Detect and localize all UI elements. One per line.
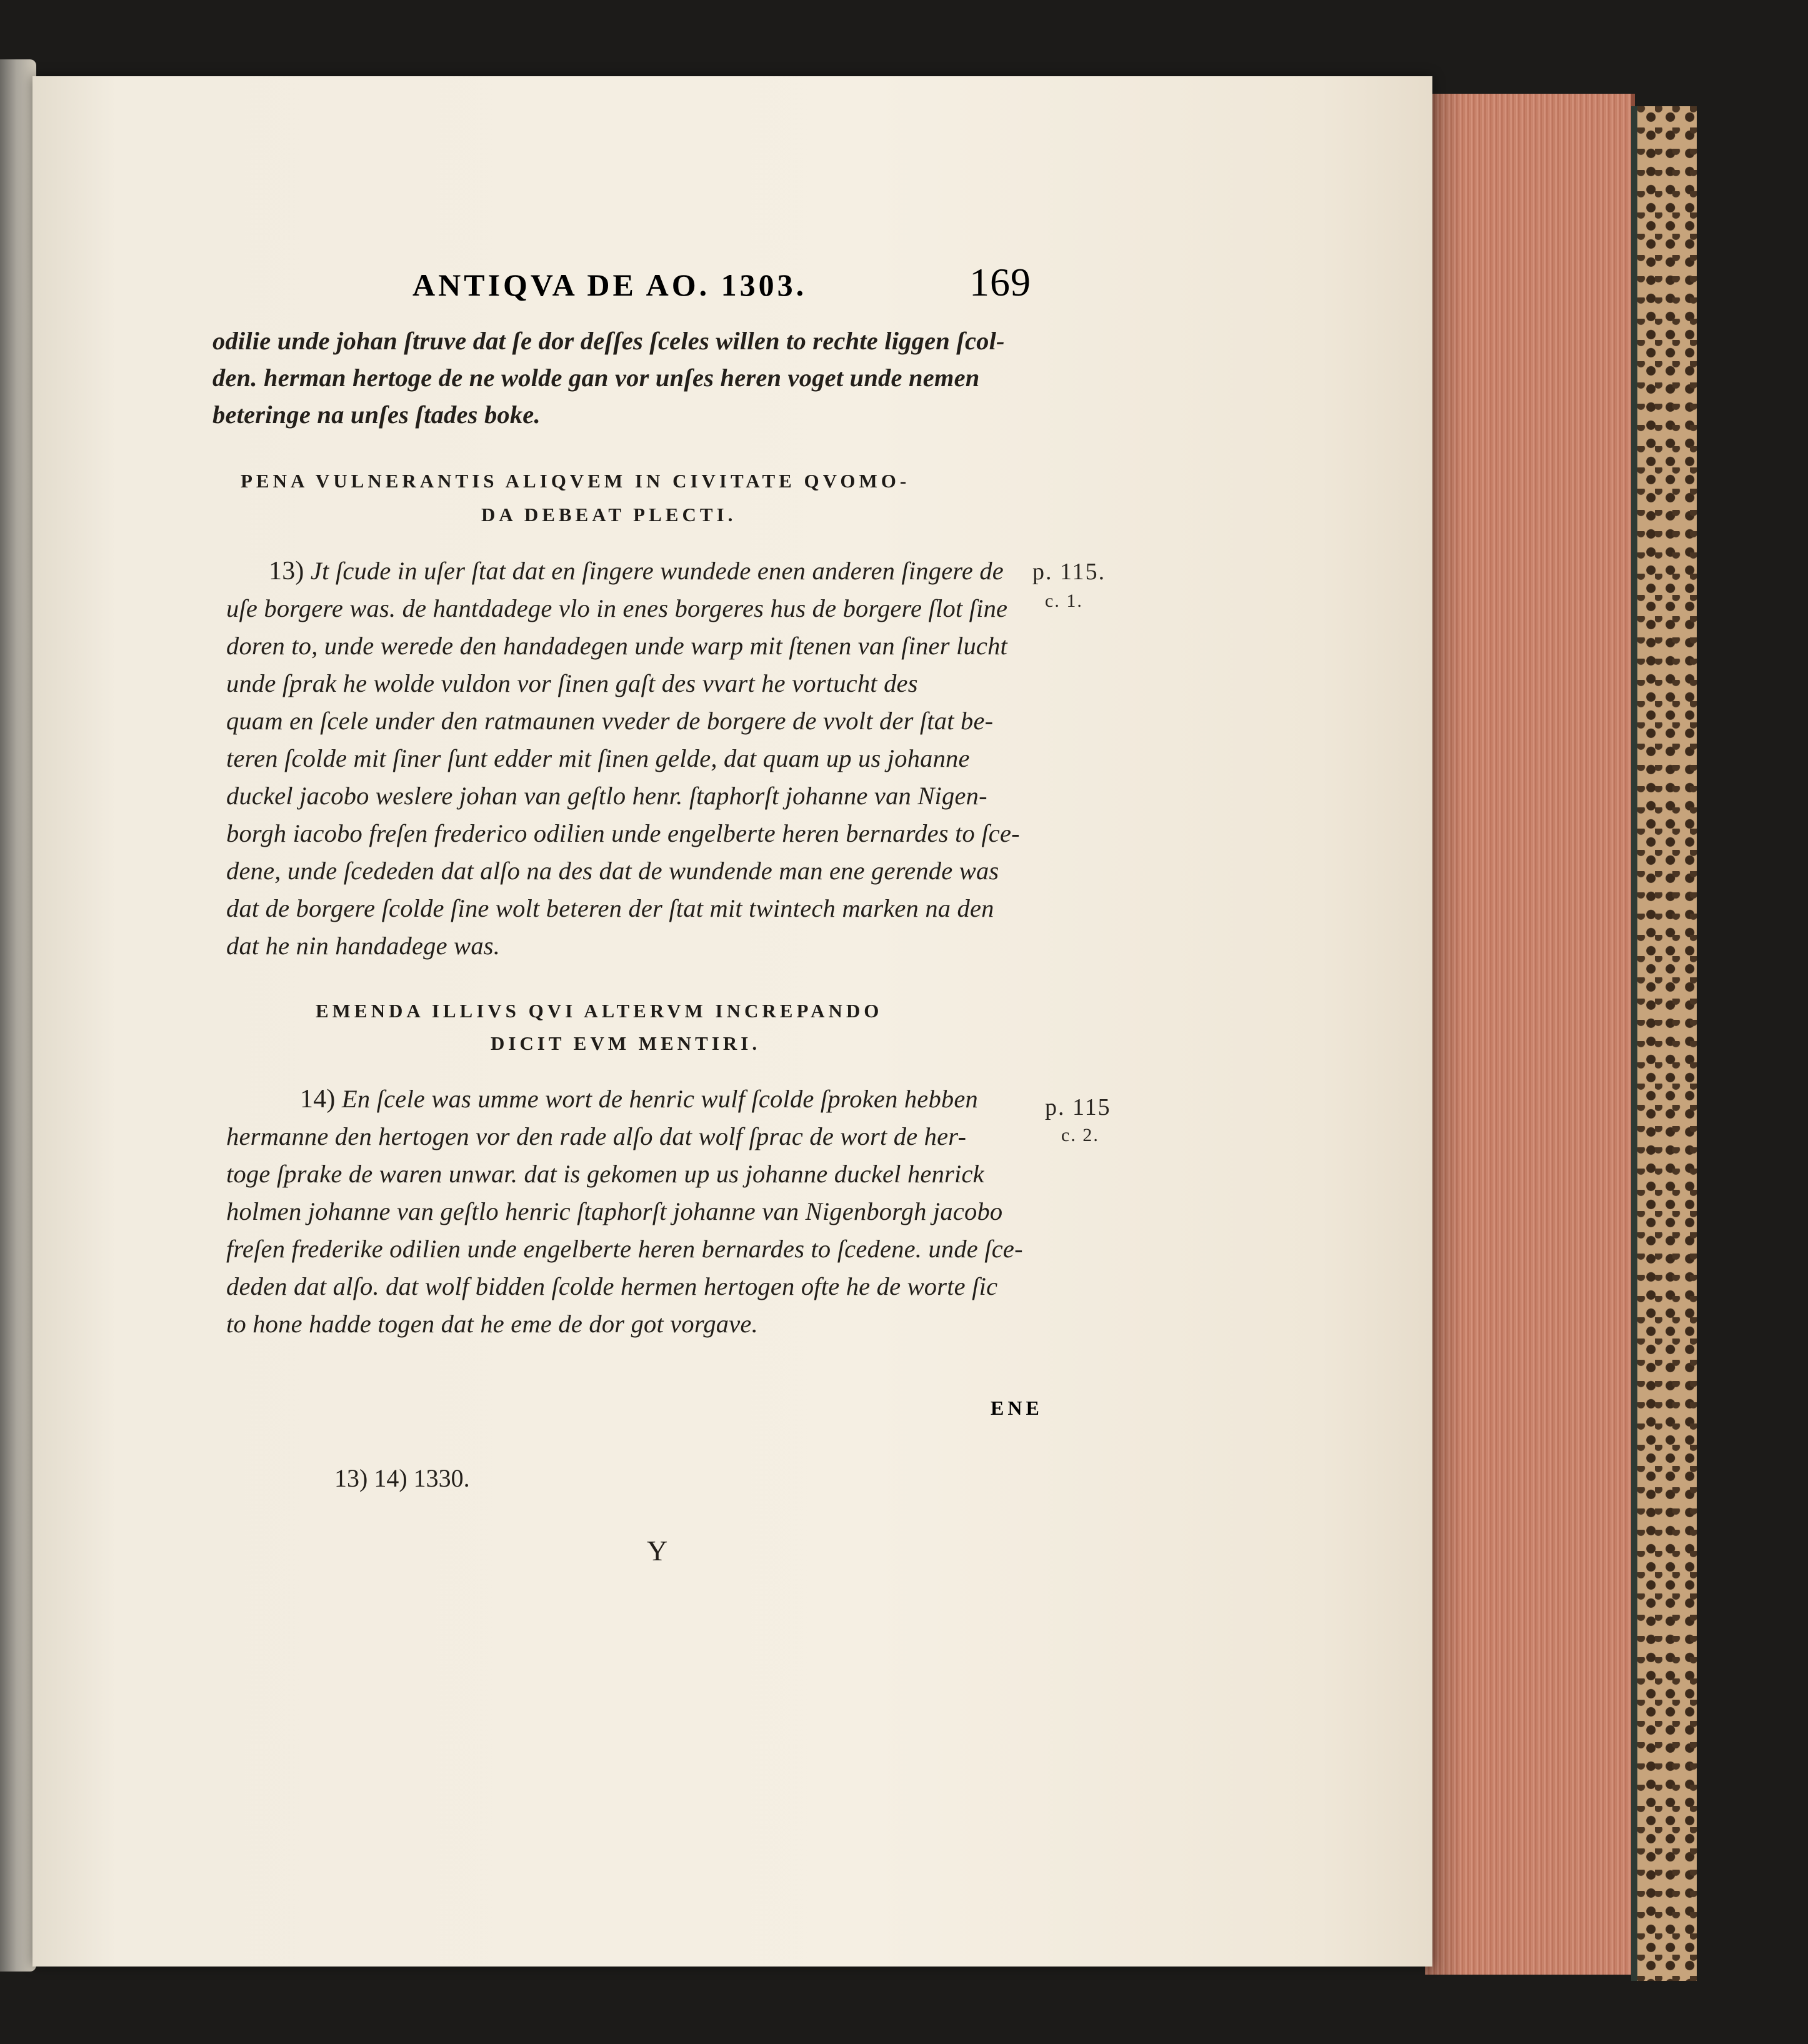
para-13-line-4: unde ſprak he wolde vuldon vor ſinen gaſt des vvart he vortucht des: [226, 669, 918, 697]
para-13-margin-page: p. 115.: [1032, 559, 1106, 585]
para-13-line-5: quam en ſcele under den ratmaunen vveder de borgere de vvolt der ſtat be-: [226, 707, 994, 735]
section-heading-2-line-1: EMENDA ILLIVS QVI ALTERVM INCREPANDO: [316, 1000, 883, 1022]
section-heading-1-line-1: PENA VULNERANTIS ALIQVEM IN CIVITATE QVOMO-: [241, 470, 911, 492]
catchword: ENE: [991, 1397, 1043, 1419]
para-13-line-7: duckel jacobo weslere johan van geſtlo henr. ſtaphorſt johanne van Nigen-: [226, 782, 987, 810]
marbled-cover-edge: [1631, 106, 1697, 1981]
signature-mark: Y: [647, 1535, 668, 1567]
para-14-line-3: toge ſprake de waren unwar. dat is gekomen up us johanne duckel henrick: [226, 1160, 984, 1188]
page-block-fore-edge: [1425, 94, 1635, 1975]
para-14-line-7: to hone hadde togen dat he eme de dor got vorgave.: [226, 1310, 758, 1338]
para-13-margin-chapter: c. 1.: [1045, 591, 1083, 611]
para-14-line-1: [300, 1084, 978, 1114]
footnote-dates: 13) 14) 1330.: [334, 1464, 470, 1492]
para-13-text-1: Jt ſcude in uſer ſtat dat en ſingere wundede enen anderen ſingere de: [310, 557, 1004, 585]
para-14-line-5: freſen frederike odilien unde engelberte heren bernardes to ſcedene. unde ſce-: [226, 1235, 1023, 1263]
para-13-line-11: dat he nin handadege was.: [226, 932, 501, 960]
page-number: 169: [969, 260, 1031, 304]
para-13-line-3: doren to, unde werede den handadegen unde warp mit ſtenen van ſiner lucht: [226, 632, 1007, 660]
para-13-line-1: [269, 556, 1004, 586]
para-13-line-9: dene, unde ſcededen dat alſo na des dat de wundende man ene gerende was: [226, 857, 999, 885]
para-14-line-2: hermanne den hertogen vor den rade alſo dat wolf ſprac de wort de her-: [226, 1122, 967, 1150]
para-13-line-6: teren ſcolde mit ſiner ſunt edder mit ſinen gelde, dat quam up us johanne: [226, 744, 970, 772]
para-13-number: 13): [269, 557, 304, 586]
previous-page-edge: [0, 59, 36, 1972]
section-heading-1-line-2: DA DEBEAT PLECTI.: [481, 504, 737, 526]
running-head: [412, 259, 1031, 306]
intro-line-1: odilie unde johan ſtruve dat ſe dor deſſes ſceles willen to rechte liggen ſcol-: [212, 327, 1005, 355]
para-14-text-1: En ſcele was umme wort de henric wulf ſcolde ſproken hebben: [341, 1085, 978, 1113]
para-14-number: 14): [300, 1085, 336, 1114]
section-heading-2-line-2: DICIT EVM MENTIRI.: [491, 1032, 761, 1054]
para-14-line-4: holmen johanne van geſtlo henric ſtaphorſt johanne van Nigenborgh jacobo: [226, 1197, 1003, 1225]
para-14-line-6: deden dat alſo. dat wolf bidden ſcolde hermen hertogen ofte he de worte ſic: [226, 1272, 998, 1300]
intro-line-3: beteringe na unſes ſtades boke.: [212, 401, 541, 429]
para-14-margin-chapter: c. 2.: [1061, 1125, 1099, 1145]
para-14-margin-page: p. 115: [1045, 1094, 1111, 1120]
intro-line-2: den. herman hertoge de ne wolde gan vor unſes heren voget unde nemen: [212, 364, 980, 392]
running-head-title: ANTIQVA DE AO. 1303.: [412, 267, 807, 302]
para-13-line-2: uſe borgere was. de hantdadege vlo in enes borgeres hus de borgere ſlot ſine: [226, 594, 1008, 622]
para-13-line-8: borgh iacobo freſen frederico odilien unde engelberte heren bernardes to ſce-: [226, 819, 1020, 847]
para-13-line-10: dat de borgere ſcolde ſine wolt beteren der ſtat mit twintech marken na den: [226, 894, 994, 922]
